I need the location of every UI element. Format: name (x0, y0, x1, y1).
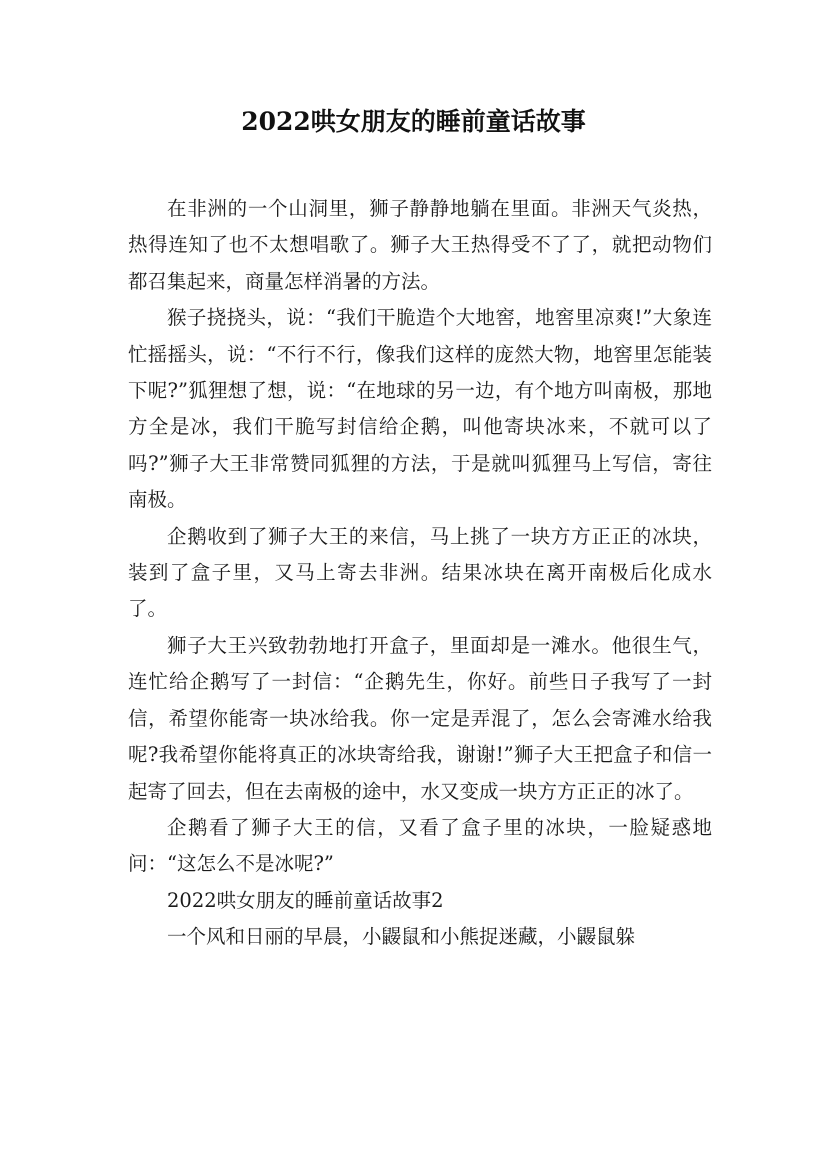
paragraph-5: 企鹅看了狮子大王的信，又看了盒子里的冰块，一脸疑惑地问：“这怎么不是冰呢?” (128, 815, 712, 876)
paragraph-6: 一个风和日丽的早晨，小鼹鼠和小熊捉迷藏，小鼹鼠躲 (167, 925, 636, 949)
paragraph-3: 企鹅收到了狮子大王的来信，马上挑了一块方方正正的冰块，装到了盒子里，又马上寄去非洲。结果冰块在离开南极后化成水了。 (128, 524, 712, 621)
document-title: 2022哄女朋友的睡前童话故事 (241, 107, 586, 136)
paragraph-1: 在非洲的一个山洞里，狮子静静地躺在里面。非洲天气炎热，热得连知了也不太想唱歌了。狮子大王热得受不了了，就把动物们都召集起来，商量怎样消暑的方法。 (128, 197, 712, 293)
paragraph-2: 猴子挠挠头，说：“我们干脆造个大地窖，地窖里凉爽!”大象连忙摇摇头，说：“不行不行，像我们这样的庞然大物，地窖里怎能装下呢?”狐狸想了想，说：“在地球的另一边，有个地方叫南极，那地方全是冰，我们干脆写封信给企鹅，叫他寄块冰来，不就可以了吗?”狮子大王非常赞同狐狸的方法，于是就叫狐狸马上写信，寄往南极。 (128, 306, 712, 512)
document-body (128, 191, 712, 956)
paragraph-4: 狮子大王兴致勃勃地打开盒子，里面却是一滩水。他很生气，连忙给企鹅写了一封信：“企鹅先生，你好。前些日子我写了一封信，希望你能寄一块冰给我。你一定是弄混了，怎么会寄滩水给我呢?我希望你能将真正的冰块寄给我，谢谢!”狮子大王把盒子和信一起寄了回去，但在去南极的途中，水又变成一块方方正正的冰了。 (128, 633, 712, 803)
story-2-heading: 2022哄女朋友的睡前童话故事2 (167, 888, 444, 912)
